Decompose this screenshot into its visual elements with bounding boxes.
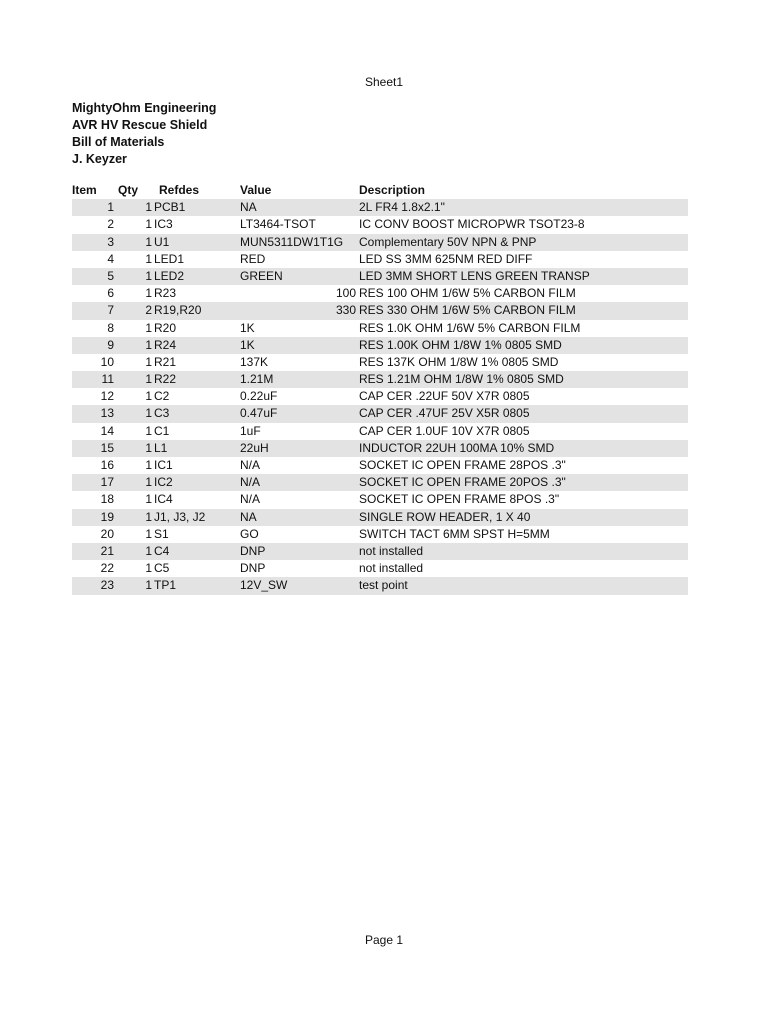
page-number: Page 1 [364,933,404,947]
qty-cell: 1 [145,458,152,472]
item-cell: 18 [100,492,114,507]
item-cell: 10 [100,354,114,369]
item-cell: 6 [107,286,114,301]
column-header-description: Description [359,183,426,197]
item-cell: 8 [107,320,114,335]
description-cell: RES 100 OHM 1/6W 5% CARBON FILM [359,286,576,301]
refdes-cell: U1 [154,234,170,249]
refdes-cell: R20 [154,320,177,335]
description-cell: Complementary 50V NPN & PNP [359,234,537,249]
table-row [72,251,688,268]
refdes-cell: C1 [154,423,170,438]
item-cell: 22 [100,561,114,576]
item-cell: 17 [100,475,114,490]
table-row [72,337,688,354]
value-cell: N/A [240,475,261,490]
sheet-title: Sheet1 [364,75,404,89]
item-cell: 14 [100,423,114,438]
item-cell: 16 [100,458,114,472]
description-cell: RES 137K OHM 1/8W 1% 0805 SMD [359,354,559,369]
value-cell: N/A [240,458,261,472]
refdes-cell: R23 [154,286,177,301]
project-name: AVR HV Rescue Shield [72,118,208,132]
refdes-cell: L1 [154,440,168,455]
refdes-cell: IC3 [154,217,173,232]
table-row [72,526,688,543]
refdes-cell: R19,R20 [154,303,202,318]
description-cell: SWITCH TACT 6MM SPST H=5MM [359,526,550,541]
bom-table [72,182,688,595]
column-header-refdes: Refdes [159,183,200,197]
description-cell: IC CONV BOOST MICROPWR TSOT23-8 [359,217,585,232]
value-cell: 0.22uF [240,389,278,404]
value-cell: DNP [240,561,266,576]
item-cell: 15 [100,440,114,455]
document-title: Bill of Materials [72,135,165,149]
item-cell: 2 [107,217,114,232]
table-row [72,216,688,233]
qty-cell: 1 [145,526,152,541]
qty-cell: 1 [145,475,152,490]
description-cell: test point [359,578,408,593]
qty-cell: 1 [145,440,152,455]
qty-cell: 1 [145,406,152,421]
refdes-cell: LED1 [154,251,185,266]
table-row [72,423,688,440]
table-row [72,320,688,337]
column-header-qty: Qty [118,183,139,197]
value-cell: DNP [240,543,266,558]
refdes-cell: R22 [154,372,177,387]
table-row [72,560,688,577]
value-cell: RED [240,251,266,266]
table-row [72,268,688,285]
value-numeric-cell: 100 [335,286,356,301]
qty-cell: 1 [145,234,152,249]
value-cell: GREEN [240,268,283,283]
description-cell: SOCKET IC OPEN FRAME 8POS .3" [359,492,560,507]
value-cell: 0.47uF [240,406,278,421]
refdes-cell: R24 [154,337,177,352]
item-cell: 1 [107,200,114,215]
qty-cell: 1 [145,200,152,215]
table-row [72,371,688,388]
description-cell: SOCKET IC OPEN FRAME 28POS .3" [359,458,566,472]
item-cell: 9 [107,337,114,352]
refdes-cell: IC1 [154,458,173,472]
refdes-cell: PCB1 [154,200,186,215]
item-cell: 4 [107,251,114,266]
qty-cell: 1 [145,543,152,558]
table-row [72,234,688,251]
table-row [72,577,688,594]
table-row [72,457,688,474]
refdes-cell: C4 [154,543,170,558]
table-body [72,199,688,594]
refdes-cell: TP1 [154,578,177,593]
value-cell: 1K [240,337,255,352]
description-cell: 2L FR4 1.8x2.1" [359,200,445,215]
table-row [72,491,688,508]
qty-cell: 1 [145,337,152,352]
value-cell: N/A [240,492,261,507]
value-cell: 1.21M [240,372,274,387]
item-cell: 11 [101,372,114,387]
column-header-item: Item [72,183,97,197]
qty-cell: 1 [145,217,152,232]
description-cell: RES 1.0K OHM 1/6W 5% CARBON FILM [359,320,581,335]
qty-cell: 1 [145,389,152,404]
refdes-cell: J1, J3, J2 [154,509,206,524]
value-cell: 1K [240,320,255,335]
description-cell: RES 1.21M OHM 1/8W 1% 0805 SMD [359,372,564,387]
value-cell: 1uF [240,423,261,438]
qty-cell: 1 [145,492,152,507]
qty-cell: 1 [145,372,152,387]
item-cell: 5 [107,268,114,283]
qty-cell: 2 [145,303,152,318]
value-cell: LT3464-TSOT [240,217,316,232]
table-row [72,302,688,319]
value-cell: 137K [240,354,269,369]
description-cell: LED 3MM SHORT LENS GREEN TRANSP [359,268,590,283]
column-header-value: Value [240,183,272,197]
refdes-cell: C3 [154,406,170,421]
refdes-cell: IC2 [154,475,173,490]
description-cell: not installed [359,543,424,558]
description-cell: RES 1.00K OHM 1/8W 1% 0805 SMD [359,337,562,352]
qty-cell: 1 [145,509,152,524]
item-cell: 12 [100,389,114,404]
qty-cell: 1 [145,268,152,283]
description-cell: RES 330 OHM 1/6W 5% CARBON FILM [359,303,576,318]
qty-cell: 1 [145,578,152,593]
description-cell: INDUCTOR 22UH 100MA 10% SMD [359,440,555,455]
item-cell: 23 [100,578,114,593]
item-cell: 20 [100,526,114,541]
refdes-cell: IC4 [154,492,173,507]
item-cell: 13 [100,406,114,421]
description-cell: CAP CER 1.0UF 10V X7R 0805 [359,423,530,438]
item-cell: 7 [107,303,114,318]
document-header [72,100,216,168]
refdes-cell: LED2 [154,268,185,283]
qty-cell: 1 [145,286,152,301]
table-row [72,388,688,405]
table-row [72,543,688,560]
qty-cell: 1 [145,423,152,438]
description-cell: not installed [359,561,424,576]
table-row [72,474,688,491]
table-row [72,440,688,457]
item-cell: 19 [100,509,114,524]
value-cell: GO [240,526,259,541]
table-row [72,199,688,216]
description-cell: SOCKET IC OPEN FRAME 20POS .3" [359,475,566,490]
value-cell: NA [240,509,257,524]
table-row [72,405,688,422]
table-header-row [72,182,688,199]
description-cell: LED SS 3MM 625NM RED DIFF [359,251,533,266]
table-row [72,509,688,526]
value-numeric-cell: 330 [335,303,356,318]
table-row [72,354,688,371]
qty-cell: 1 [145,251,152,266]
refdes-cell: C5 [154,561,170,576]
qty-cell: 1 [145,320,152,335]
value-cell: MUN5311DW1T1G [240,234,344,249]
author-name: J. Keyzer [72,152,127,166]
refdes-cell: S1 [154,526,169,541]
description-cell: SINGLE ROW HEADER, 1 X 40 [359,509,531,524]
description-cell: CAP CER .22UF 50V X7R 0805 [359,389,530,404]
qty-cell: 1 [145,354,152,369]
refdes-cell: C2 [154,389,170,404]
value-cell: NA [240,200,257,215]
value-cell: 22uH [240,440,269,455]
value-cell: 12V_SW [240,578,288,593]
table-row [72,285,688,302]
item-cell: 21 [100,543,114,558]
company-name: MightyOhm Engineering [72,101,217,115]
qty-cell: 1 [145,561,152,576]
description-cell: CAP CER .47UF 25V X5R 0805 [359,406,530,421]
item-cell: 3 [107,234,114,249]
refdes-cell: R21 [154,354,177,369]
